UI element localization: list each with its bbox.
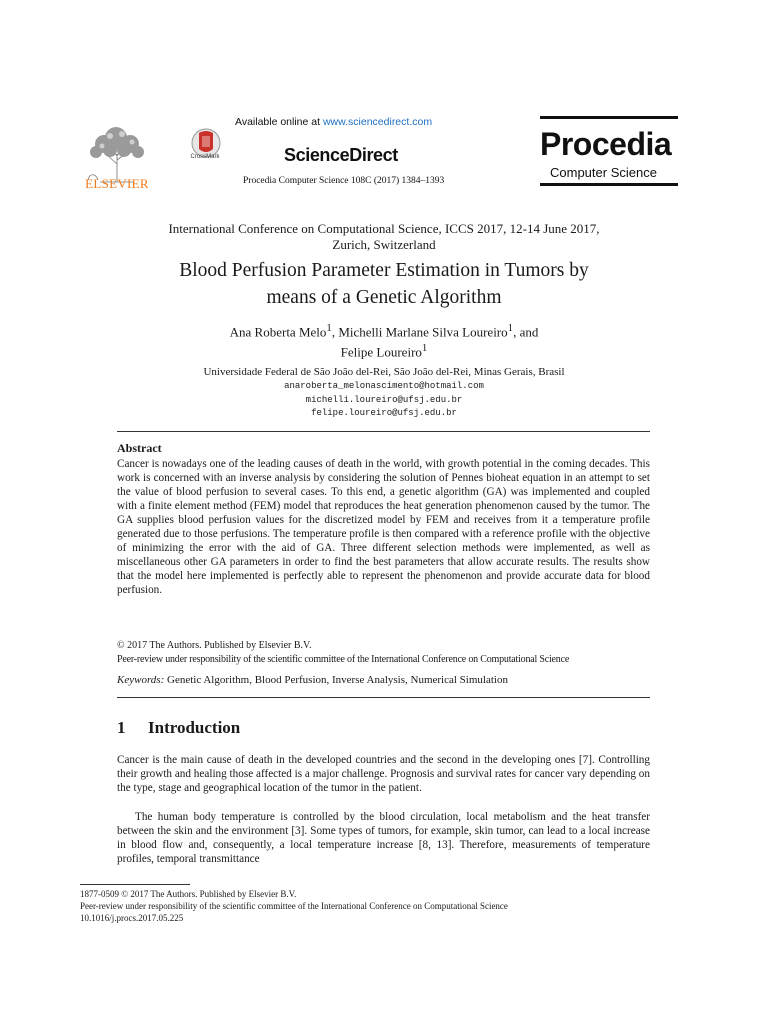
author-email[interactable]: felipe.loureiro@ufsj.edu.br <box>311 408 457 418</box>
peer-review-notice: Peer-review under responsibility of the scientific committee of the International Conference on Computational Science <box>117 654 570 665</box>
sciencedirect-link[interactable]: www.sciencedirect.com <box>322 116 433 128</box>
procedia-logo: Procedia <box>540 126 672 162</box>
keywords-list: Genetic Algorithm, Blood Perfusion, Inverse Analysis, Numerical Simulation <box>164 674 508 686</box>
procedia-top-rule <box>540 116 678 119</box>
author-affil-mark: 1 <box>507 322 514 334</box>
procedia-subtitle: Computer Science <box>550 165 657 180</box>
intro-paragraph: The human body temperature is controlled by the blood circulation, local metabolism and the heat transfer between the skin and the environment [3]. Some types of tumors, for example, skin tumor, can lead to a local increase in blood flow and, consequently, a local temperature increase [8, 13]. Therefore, measurements of temperature profiles, temporal transmittance <box>117 811 650 865</box>
abstract-top-rule <box>117 431 650 432</box>
affiliation: Universidade Federal de São João del-Rei, São João del-Rei, Minas Gerais, Brasil <box>203 366 565 378</box>
author-email[interactable]: anaroberta_melonascimento@hotmail.com <box>284 381 484 391</box>
conference-info <box>80 221 688 253</box>
author-separator: , <box>331 324 339 340</box>
intro-paragraph: Cancer is the main cause of death in the developed countries and the second in the developing ones [7]. Controlling their growth and healing those affected is a major challenge. Prognosis and survival rates for cancer vary depending on the type, stage and geographical location of the tumor in the patient. <box>117 754 650 794</box>
author-list <box>80 320 688 361</box>
footnote-rule <box>80 884 190 885</box>
abstract-heading: Abstract <box>117 441 162 455</box>
author-separator: , and <box>513 324 539 340</box>
author-name: Felipe Loureiro <box>340 344 422 360</box>
crossmark-label: CrossMark <box>190 154 220 160</box>
footer-doi[interactable]: 10.1016/j.procs.2017.05.225 <box>80 913 184 923</box>
journal-reference: Procedia Computer Science 108C (2017) 1384–1393 <box>243 176 445 186</box>
keywords-label: Keywords: <box>117 674 165 686</box>
available-online-line <box>235 116 432 128</box>
conference-line-1: International Conference on Computational Science, ICCS 2017, 12-14 June 2017, <box>168 221 600 236</box>
author-name: Michelli Marlane Silva Loureiro <box>338 324 508 340</box>
available-prefix: Available online at <box>235 116 323 128</box>
footer-peer-review: Peer-review under responsibility of the scientific committee of the International Conference on Computational Science <box>80 901 508 911</box>
section-heading: Introduction <box>148 718 241 737</box>
copyright-notice: © 2017 The Authors. Published by Elsevier B.V. <box>117 640 312 651</box>
title-line-2: means of a Genetic Algorithm <box>266 287 502 308</box>
author-affil-mark: 1 <box>326 322 332 334</box>
elsevier-wordmark: ELSEVIER <box>85 176 149 191</box>
abstract-bottom-rule <box>117 697 650 698</box>
paper-title <box>80 257 688 311</box>
keywords-line <box>117 673 508 687</box>
author-name: Ana Roberta Melo <box>229 324 327 340</box>
title-line-1: Blood Perfusion Parameter Estimation in Tumors by <box>179 260 589 281</box>
abstract-text: Cancer is nowadays one of the leading causes of death in the world, with growth potential in the coming decades. This work is concerned with an inverse analysis by considering the solution of Pennes bioheat equation in an attempt to set the value of blood perfusion to several cases. To this end, a genetic algorithm (GA) was implemented and coupled with a finite element method (FEM) model that reproduces the heat generation phenomenon caused by the tumor. The GA supplies blood perfusion values for the discretized model by FEM and receives from it a temperature profile generated due to those perfusions. The temperature profile is then compared with a reference profile with the objective of minimizing the error with the aid of GA. Three different selection methods were implemented, as well as miscellaneous other GA parameters in order to find the best parameters that allow accurate results. The results show that the model here implemented is perfectly able to represent the phenomenon and provide accurate data for blood perfusion. <box>117 458 650 596</box>
author-affil-mark: 1 <box>421 342 428 355</box>
author-email[interactable]: michelli.loureiro@ufsj.edu.br <box>305 395 463 405</box>
procedia-bottom-rule <box>540 183 678 186</box>
sciencedirect-wordmark: ScienceDirect <box>284 145 398 165</box>
footer-copyright: 1877-0509 © 2017 The Authors. Published by Elsevier B.V. <box>80 889 297 899</box>
section-number: 1 <box>117 718 126 737</box>
conference-line-2: Zurich, Switzerland <box>332 237 436 252</box>
